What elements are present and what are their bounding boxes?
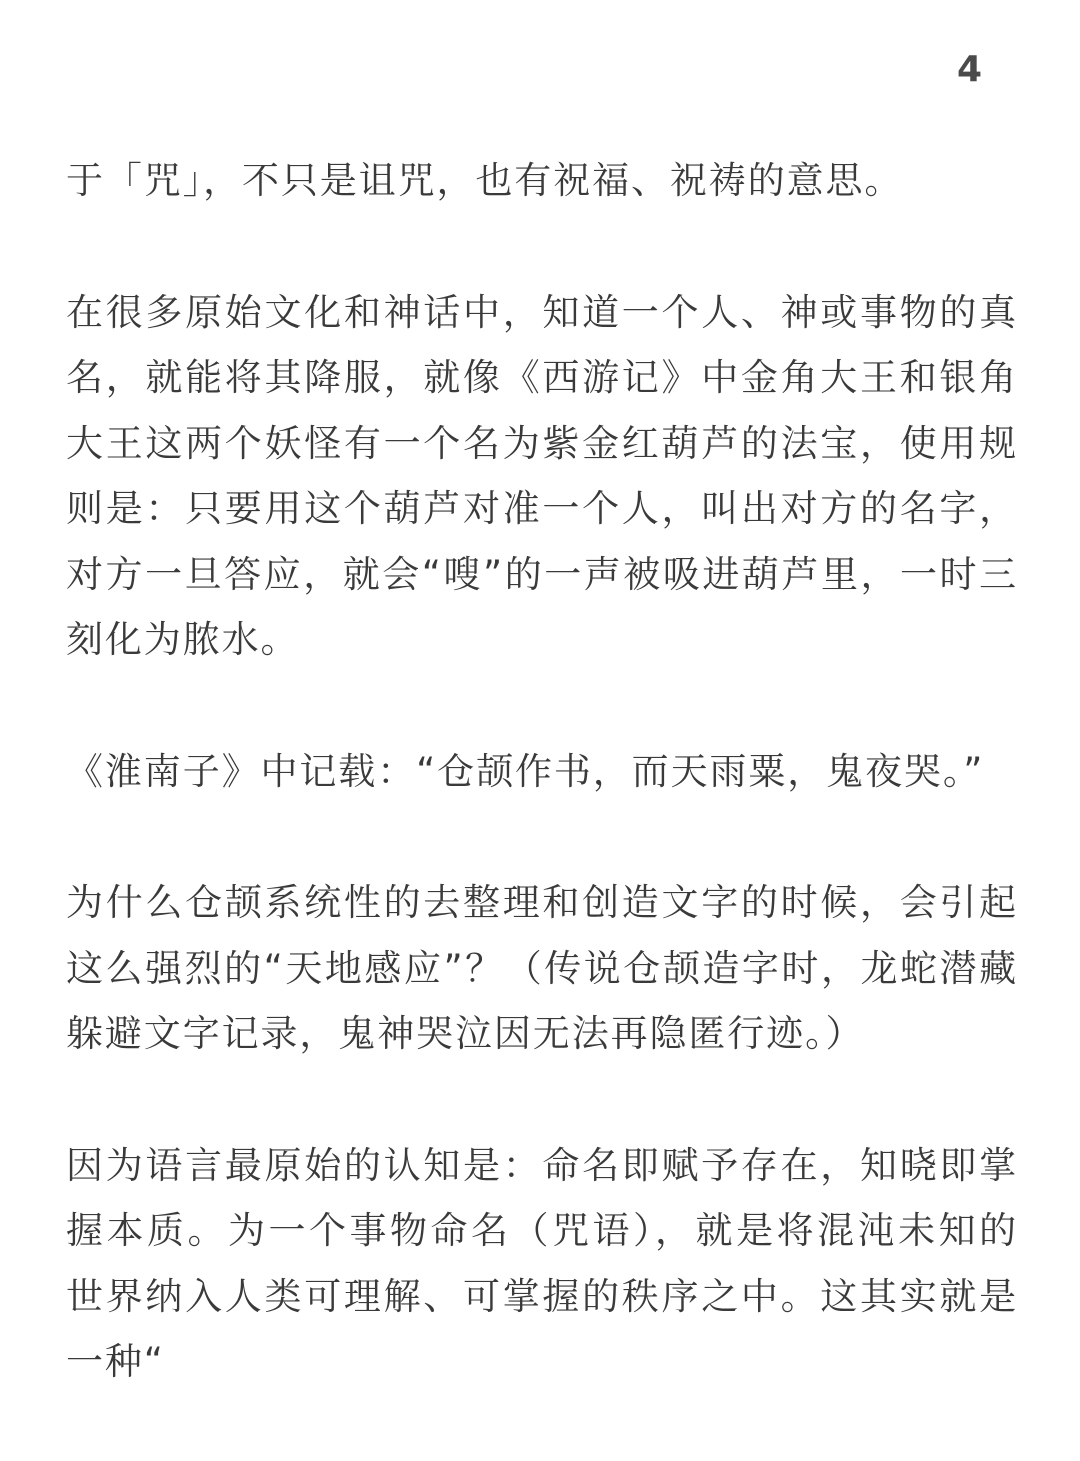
paragraph-5: 因为语言最原始的认知是：命名即赋予存在，知晓即掌握本质。为一个事物命名（咒语），就是将混沌未知的世界纳入人类可理解、可掌握的秩序之中。这其实就是一种“ [66,1143,1018,1383]
page-number: 4 [956,49,982,90]
paragraph-4: 为什么仓颉系统性的去整理和创造文字的时候，会引起这么强烈的“天地感应”？（传说仓颉造字时，龙蛇潜藏躲避文字记录，鬼神哭泣因无法再隐匿行迹。） [66,881,1018,1055]
article-body [66,148,1018,1461]
paragraph-1: 于「咒」，不只是诅咒，也有祝福、祝祷的意思。 [66,159,904,202]
paragraph-2: 在很多原始文化和神话中，知道一个人、神或事物的真名，就能将其降服，就像《西游记》中金角大王和银角大王这两个妖怪有一个名为紫金红葫芦的法宝，使用规则是：只要用这个葫芦对准一个人，叫出对方的名字，对方一旦答应，就会“嗖”的一声被吸进葫芦里，一时三刻化为脓水。 [66,290,1018,661]
paragraph-3: 《淮南子》中记载：“仓颉作书，而天雨粟，鬼夜哭。” [66,749,985,793]
